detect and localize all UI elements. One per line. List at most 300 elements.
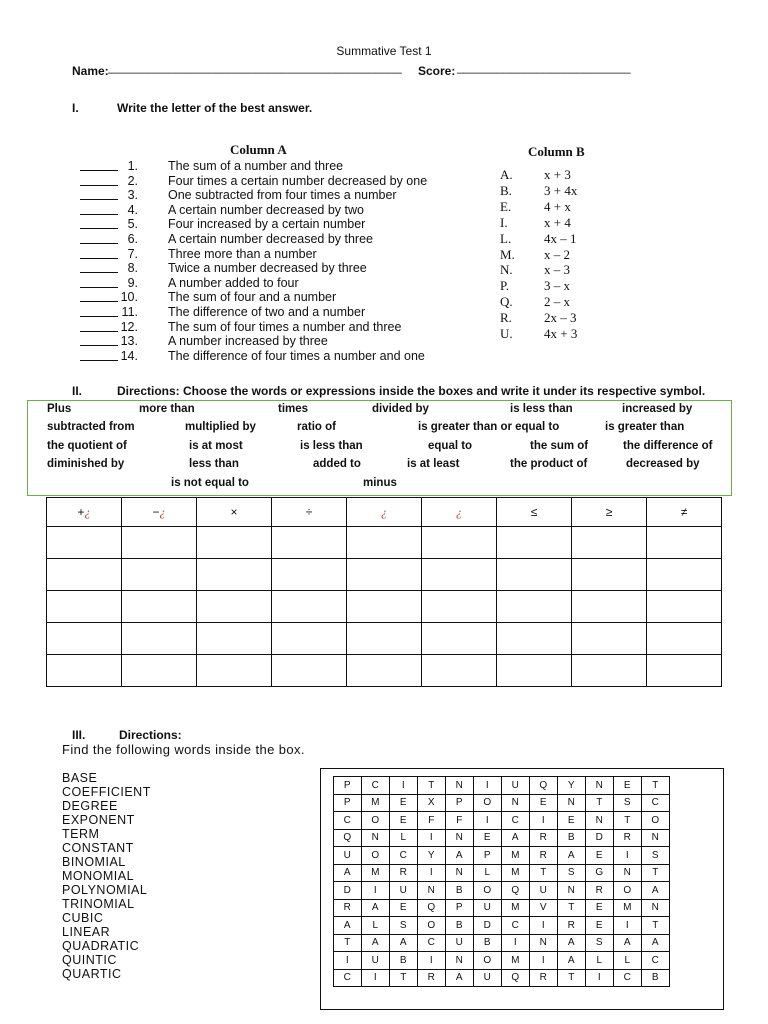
item-text: A certain number decreased by two xyxy=(168,202,364,217)
column-a-title: Column A xyxy=(230,142,287,157)
grid-cell[interactable]: O xyxy=(474,882,502,900)
answer-cell[interactable] xyxy=(647,655,722,687)
grid-row xyxy=(334,847,670,865)
grid-cell[interactable]: T xyxy=(642,777,670,795)
grid-cell[interactable]: R xyxy=(334,899,362,917)
grid-cell[interactable]: U xyxy=(362,952,390,970)
grid-cell[interactable]: M xyxy=(502,864,530,882)
word-bank-item: the product of xyxy=(510,458,588,470)
word-bank-item: subtracted from xyxy=(47,421,135,433)
grid-cell[interactable]: B xyxy=(642,969,670,987)
grid-cell[interactable]: T xyxy=(642,917,670,935)
answer-cell[interactable] xyxy=(347,623,422,655)
item-number: 13. xyxy=(120,334,138,349)
word-bank-item: Plus xyxy=(47,403,72,415)
choice-expression: 4x – 1 xyxy=(544,230,577,246)
answer-cell[interactable] xyxy=(497,623,572,655)
choice-expression: x + 3 xyxy=(544,167,571,182)
grid-cell[interactable]: I xyxy=(390,777,418,795)
grid-cell[interactable]: E xyxy=(586,899,614,917)
grid-cell[interactable]: G xyxy=(586,864,614,882)
grid-cell[interactable]: D xyxy=(586,829,614,847)
grid-cell[interactable]: E xyxy=(586,847,614,865)
grid-cell[interactable]: N xyxy=(502,794,530,812)
grid-cell[interactable]: A xyxy=(334,917,362,935)
grid-cell[interactable]: C xyxy=(502,917,530,935)
answer-cell[interactable] xyxy=(47,655,122,687)
choice-letter: U. xyxy=(500,326,513,341)
grid-cell[interactable]: I xyxy=(418,864,446,882)
grid-cell[interactable]: N xyxy=(446,777,474,795)
grid-cell[interactable]: M xyxy=(502,952,530,970)
item-number: 3. xyxy=(127,188,138,203)
grid-cell[interactable]: N xyxy=(586,777,614,795)
grid-cell[interactable]: A xyxy=(642,882,670,900)
part1-instruction: Write the letter of the best answer. xyxy=(117,101,313,115)
grid-cell[interactable]: C xyxy=(390,847,418,865)
item-text: Twice a number decreased by three xyxy=(168,261,367,276)
item-number: 1. xyxy=(127,159,138,173)
word-bank-item: minus xyxy=(363,477,397,489)
grid-cell[interactable]: U xyxy=(390,882,418,900)
grid-cell[interactable]: T xyxy=(334,934,362,952)
grid-cell[interactable]: S xyxy=(614,794,642,812)
item-number: 4. xyxy=(127,202,138,217)
word-list xyxy=(62,771,151,981)
grid-cell[interactable]: P xyxy=(446,899,474,917)
grid-cell[interactable]: R xyxy=(530,969,558,987)
answer-cell[interactable] xyxy=(122,527,197,559)
answer-cell[interactable] xyxy=(647,559,722,591)
part3-instruction: Directions: xyxy=(119,728,182,742)
grid-cell[interactable]: A xyxy=(558,847,586,865)
answer-cell[interactable] xyxy=(47,623,122,655)
item-number: 14. xyxy=(120,348,138,363)
grid-cell[interactable]: I xyxy=(530,812,558,830)
symbol-header: +¿ xyxy=(47,498,122,527)
answer-cell[interactable] xyxy=(47,527,122,559)
word-bank-item: is less than xyxy=(300,440,363,452)
item-text: The sum of a number and three xyxy=(168,159,344,173)
part1-numeral: I. xyxy=(72,101,79,115)
grid-cell[interactable]: N xyxy=(642,899,670,917)
grid-cell[interactable]: C xyxy=(362,777,390,795)
item-number: 9. xyxy=(127,275,138,290)
grid-cell[interactable]: A xyxy=(558,934,586,952)
grid-cell[interactable]: T xyxy=(586,794,614,812)
grid-cell[interactable]: U xyxy=(530,882,558,900)
grid-cell[interactable]: M xyxy=(614,899,642,917)
answer-cell[interactable] xyxy=(197,591,272,623)
word-bank-item: is less than xyxy=(510,403,573,415)
answer-cell[interactable] xyxy=(347,527,422,559)
word-bank-item: is not equal to xyxy=(171,477,249,489)
grid-cell[interactable]: T xyxy=(418,777,446,795)
answer-cell[interactable] xyxy=(647,527,722,559)
word-search-grid xyxy=(333,776,670,987)
column-a-item xyxy=(80,217,366,232)
grid-cell[interactable]: R xyxy=(614,829,642,847)
grid-cell[interactable]: T xyxy=(642,864,670,882)
grid-cell[interactable]: E xyxy=(390,812,418,830)
grid-cell[interactable]: X xyxy=(418,794,446,812)
search-word: TERM xyxy=(62,827,100,841)
grid-cell[interactable]: I xyxy=(362,882,390,900)
answer-cell[interactable] xyxy=(47,591,122,623)
answer-cell[interactable] xyxy=(347,655,422,687)
grid-cell[interactable]: I xyxy=(334,952,362,970)
grid-cell[interactable]: V xyxy=(530,899,558,917)
grid-row xyxy=(334,952,670,970)
grid-cell[interactable]: I xyxy=(362,969,390,987)
word-bank-item: times xyxy=(278,403,309,415)
grid-cell[interactable]: C xyxy=(642,794,670,812)
grid-cell[interactable]: M xyxy=(502,847,530,865)
answer-cell[interactable] xyxy=(572,591,647,623)
grid-cell[interactable]: E xyxy=(390,899,418,917)
grid-row xyxy=(334,777,670,795)
word-bank-item: the quotient of xyxy=(47,440,127,452)
grid-cell[interactable]: T xyxy=(614,812,642,830)
item-text: One subtracted from four times a number xyxy=(168,188,397,203)
choice-expression: 3 + 4x xyxy=(544,182,578,198)
search-word: LINEAR xyxy=(62,925,111,939)
grid-cell[interactable]: L xyxy=(390,829,418,847)
answer-cell[interactable] xyxy=(272,655,347,687)
item-text: A number added to four xyxy=(168,275,299,290)
answer-cell[interactable] xyxy=(347,591,422,623)
grid-cell[interactable]: M xyxy=(362,794,390,812)
word-bank-item: increased by xyxy=(622,403,693,415)
column-a-item xyxy=(80,305,366,320)
answer-cell[interactable] xyxy=(572,655,647,687)
answer-cell[interactable] xyxy=(572,527,647,559)
grid-row xyxy=(334,882,670,900)
word-bank-item: ratio of xyxy=(297,421,336,433)
answer-cell[interactable] xyxy=(497,559,572,591)
column-a-item xyxy=(80,319,402,335)
choice-letter: N. xyxy=(500,262,513,278)
word-bank-item: is greater than or equal to xyxy=(418,421,560,433)
column-b-item xyxy=(500,215,571,230)
grid-cell[interactable]: C xyxy=(418,934,446,952)
grid-cell[interactable]: A xyxy=(614,934,642,952)
grid-cell[interactable]: R xyxy=(390,864,418,882)
answer-cell[interactable] xyxy=(422,527,497,559)
grid-cell[interactable]: R xyxy=(586,882,614,900)
choice-letter: E. xyxy=(500,198,512,214)
grid-cell[interactable]: O xyxy=(642,812,670,830)
grid-cell[interactable]: A xyxy=(446,847,474,865)
part3-subinstruction: Find the following words inside the box. xyxy=(62,742,305,757)
word-bank-item: is at most xyxy=(189,440,243,452)
symbol-header: ≠ xyxy=(647,498,722,527)
grid-cell[interactable]: N xyxy=(418,882,446,900)
column-b-item xyxy=(500,310,577,325)
choice-expression: 4 + x xyxy=(544,198,571,214)
column-b-item xyxy=(500,326,577,341)
grid-cell[interactable]: R xyxy=(530,847,558,865)
grid-cell[interactable]: U xyxy=(334,847,362,865)
grid-cell[interactable]: B xyxy=(446,882,474,900)
answer-cell[interactable] xyxy=(497,591,572,623)
answer-cell[interactable] xyxy=(272,623,347,655)
search-word: QUARTIC xyxy=(62,967,122,981)
grid-row xyxy=(334,934,670,952)
answer-cell[interactable] xyxy=(272,591,347,623)
grid-cell[interactable]: O xyxy=(362,847,390,865)
grid-cell[interactable]: P xyxy=(334,794,362,812)
grid-cell[interactable]: N xyxy=(446,829,474,847)
answer-row xyxy=(47,655,722,687)
grid-cell[interactable]: I xyxy=(530,952,558,970)
grid-cell[interactable]: A xyxy=(390,934,418,952)
answer-cell[interactable] xyxy=(422,591,497,623)
answer-cell[interactable] xyxy=(197,527,272,559)
symbol-header: ≥ xyxy=(572,498,647,527)
word-bank-item: is greater than xyxy=(605,421,685,433)
item-number: 12. xyxy=(120,319,138,334)
grid-cell[interactable]: R xyxy=(418,969,446,987)
column-a-item xyxy=(80,290,337,305)
answer-cell[interactable] xyxy=(497,527,572,559)
item-text: Four times a certain number decreased by one xyxy=(168,173,428,188)
choice-expression: x – 3 xyxy=(544,262,570,278)
item-text: Four increased by a certain number xyxy=(168,217,366,232)
word-bank-item: diminished by xyxy=(47,458,125,470)
grid-cell[interactable]: N xyxy=(362,829,390,847)
grid-cell[interactable]: O xyxy=(474,952,502,970)
symbol-header: × xyxy=(197,498,272,527)
grid-row xyxy=(334,794,670,812)
grid-cell[interactable]: B xyxy=(558,829,586,847)
answer-cell[interactable] xyxy=(422,559,497,591)
choice-expression: x – 2 xyxy=(544,246,570,262)
answer-cell[interactable] xyxy=(647,623,722,655)
grid-cell[interactable]: I xyxy=(530,917,558,935)
answer-cell[interactable] xyxy=(572,559,647,591)
choice-expression: 2 – x xyxy=(544,294,570,310)
search-word: QUADRATIC xyxy=(62,939,140,953)
answer-row xyxy=(47,591,722,623)
grid-cell[interactable]: O xyxy=(418,917,446,935)
grid-cell[interactable]: S xyxy=(586,934,614,952)
answer-cell[interactable] xyxy=(197,623,272,655)
test-title: Summative Test 1 xyxy=(336,44,432,58)
grid-cell[interactable]: P xyxy=(474,847,502,865)
item-number: 7. xyxy=(127,246,138,261)
answer-cell[interactable] xyxy=(122,591,197,623)
grid-cell[interactable]: M xyxy=(502,899,530,917)
grid-cell[interactable]: A xyxy=(558,952,586,970)
grid-cell[interactable]: N xyxy=(446,864,474,882)
grid-cell[interactable]: A xyxy=(362,899,390,917)
part3-numeral: III. xyxy=(72,728,86,742)
grid-cell[interactable]: I xyxy=(474,812,502,830)
answer-cell[interactable] xyxy=(497,655,572,687)
grid-cell[interactable]: R xyxy=(558,917,586,935)
grid-cell[interactable]: S xyxy=(558,864,586,882)
answer-cell[interactable] xyxy=(122,623,197,655)
answer-cell[interactable] xyxy=(272,527,347,559)
part2-instruction: Directions: Choose the words or expressions inside the boxes and write it under its respective symbol. xyxy=(117,384,706,398)
choice-letter: P. xyxy=(500,278,510,294)
grid-cell[interactable]: F xyxy=(446,812,474,830)
grid-cell[interactable]: Q xyxy=(502,969,530,987)
word-bank-item: equal to xyxy=(428,440,473,452)
answer-row xyxy=(47,623,722,655)
item-text: Three more than a number xyxy=(168,246,317,261)
grid-cell[interactable]: D xyxy=(334,882,362,900)
grid-cell[interactable]: U xyxy=(502,777,530,795)
grid-cell[interactable]: L xyxy=(474,864,502,882)
grid-cell[interactable]: I xyxy=(418,952,446,970)
grid-cell[interactable]: C xyxy=(334,812,362,830)
grid-cell[interactable]: A xyxy=(334,864,362,882)
item-number: 10. xyxy=(120,290,138,305)
grid-cell[interactable]: U xyxy=(446,934,474,952)
answer-cell[interactable] xyxy=(122,559,197,591)
answer-cell[interactable] xyxy=(572,623,647,655)
grid-cell[interactable]: Q xyxy=(334,829,362,847)
grid-cell[interactable]: N xyxy=(558,794,586,812)
grid-cell[interactable]: N xyxy=(558,882,586,900)
grid-cell[interactable]: S xyxy=(642,847,670,865)
name-field[interactable]: ____________________________________________ xyxy=(108,60,402,74)
answer-cell[interactable] xyxy=(197,559,272,591)
answer-cell[interactable] xyxy=(122,655,197,687)
grid-cell[interactable]: I xyxy=(614,847,642,865)
grid-cell[interactable]: C xyxy=(502,812,530,830)
grid-cell[interactable]: E xyxy=(474,829,502,847)
grid-cell[interactable]: C xyxy=(642,952,670,970)
grid-cell[interactable]: I xyxy=(418,829,446,847)
grid-cell[interactable]: N xyxy=(586,812,614,830)
grid-cell[interactable]: A xyxy=(502,829,530,847)
choice-expression: 4x + 3 xyxy=(544,326,578,341)
search-word: MONOMIAL xyxy=(62,869,135,883)
choice-letter: L. xyxy=(500,230,512,246)
grid-cell[interactable]: T xyxy=(530,864,558,882)
grid-cell[interactable]: N xyxy=(642,829,670,847)
grid-cell[interactable]: D xyxy=(474,917,502,935)
grid-row xyxy=(334,829,670,847)
answer-cell[interactable] xyxy=(647,591,722,623)
grid-cell[interactable]: U xyxy=(474,899,502,917)
word-bank-item: multiplied by xyxy=(185,421,256,433)
grid-cell[interactable]: U xyxy=(474,969,502,987)
grid-cell[interactable]: A xyxy=(446,969,474,987)
choice-letter: I. xyxy=(500,214,508,230)
column-a-item xyxy=(80,275,299,291)
grid-cell[interactable]: Q xyxy=(502,882,530,900)
column-b-item xyxy=(500,262,570,277)
grid-cell[interactable]: L xyxy=(586,952,614,970)
grid-cell[interactable]: E xyxy=(530,794,558,812)
grid-cell[interactable]: P xyxy=(446,794,474,812)
grid-row xyxy=(334,864,670,882)
grid-cell[interactable]: E xyxy=(558,812,586,830)
item-number: 6. xyxy=(127,232,138,246)
grid-cell[interactable]: L xyxy=(362,917,390,935)
grid-cell[interactable]: R xyxy=(530,829,558,847)
grid-cell[interactable]: O xyxy=(474,794,502,812)
grid-cell[interactable]: N xyxy=(530,934,558,952)
grid-cell[interactable]: I xyxy=(614,917,642,935)
grid-cell[interactable]: Q xyxy=(418,899,446,917)
grid-cell[interactable]: T xyxy=(390,969,418,987)
grid-cell[interactable]: P xyxy=(334,777,362,795)
grid-cell[interactable]: Q xyxy=(530,777,558,795)
choice-letter: R. xyxy=(500,310,512,326)
grid-cell[interactable]: I xyxy=(474,777,502,795)
column-a-item xyxy=(80,261,367,276)
grid-cell[interactable]: O xyxy=(362,812,390,830)
column-a-item xyxy=(80,246,317,262)
grid-cell[interactable]: A xyxy=(362,934,390,952)
column-b-item xyxy=(500,278,570,293)
grid-cell[interactable]: C xyxy=(614,969,642,987)
grid-cell[interactable]: S xyxy=(390,917,418,935)
grid-cell[interactable]: Y xyxy=(558,777,586,795)
grid-cell[interactable]: C xyxy=(334,969,362,987)
grid-cell[interactable]: T xyxy=(558,969,586,987)
answer-cell[interactable] xyxy=(347,559,422,591)
answer-cell[interactable] xyxy=(197,655,272,687)
grid-cell[interactable]: E xyxy=(614,777,642,795)
column-b-title: Column B xyxy=(528,144,585,159)
word-bank-item: divided by xyxy=(372,403,429,415)
search-word: BINOMIAL xyxy=(62,855,126,869)
grid-cell[interactable]: E xyxy=(390,794,418,812)
score-field[interactable]: __________________________ xyxy=(457,60,631,74)
grid-cell[interactable]: F xyxy=(418,812,446,830)
column-b-item xyxy=(500,231,577,246)
grid-cell[interactable]: A xyxy=(642,934,670,952)
grid-cell[interactable]: Y xyxy=(418,847,446,865)
column-a-item xyxy=(80,334,328,349)
grid-cell[interactable]: B xyxy=(446,917,474,935)
choice-letter: A. xyxy=(500,167,513,182)
grid-cell[interactable]: E xyxy=(586,917,614,935)
column-b-item xyxy=(500,199,571,214)
grid-cell[interactable]: T xyxy=(558,899,586,917)
grid-cell[interactable]: I xyxy=(586,969,614,987)
symbol-header: ¿ xyxy=(347,498,422,527)
choice-expression: 2x – 3 xyxy=(544,310,577,326)
choice-letter: Q. xyxy=(500,294,513,310)
grid-cell[interactable]: M xyxy=(362,864,390,882)
item-text: The difference of two and a number xyxy=(168,305,366,319)
grid-cell[interactable]: I xyxy=(502,934,530,952)
grid-cell[interactable]: O xyxy=(614,882,642,900)
answer-cell[interactable] xyxy=(272,559,347,591)
search-word: COEFFICIENT xyxy=(62,785,151,799)
word-bank-item: more than xyxy=(139,403,195,415)
search-word: POLYNOMIAL xyxy=(62,883,148,897)
search-word: DEGREE xyxy=(62,799,118,813)
answer-cell[interactable] xyxy=(422,655,497,687)
grid-cell[interactable]: L xyxy=(614,952,642,970)
grid-cell[interactable]: B xyxy=(390,952,418,970)
column-a-item xyxy=(80,232,373,247)
word-bank-item: added to xyxy=(313,458,361,470)
grid-cell[interactable]: N xyxy=(614,864,642,882)
answer-cell[interactable] xyxy=(47,559,122,591)
answer-cell[interactable] xyxy=(422,623,497,655)
grid-cell[interactable]: B xyxy=(474,934,502,952)
grid-cell[interactable]: N xyxy=(446,952,474,970)
